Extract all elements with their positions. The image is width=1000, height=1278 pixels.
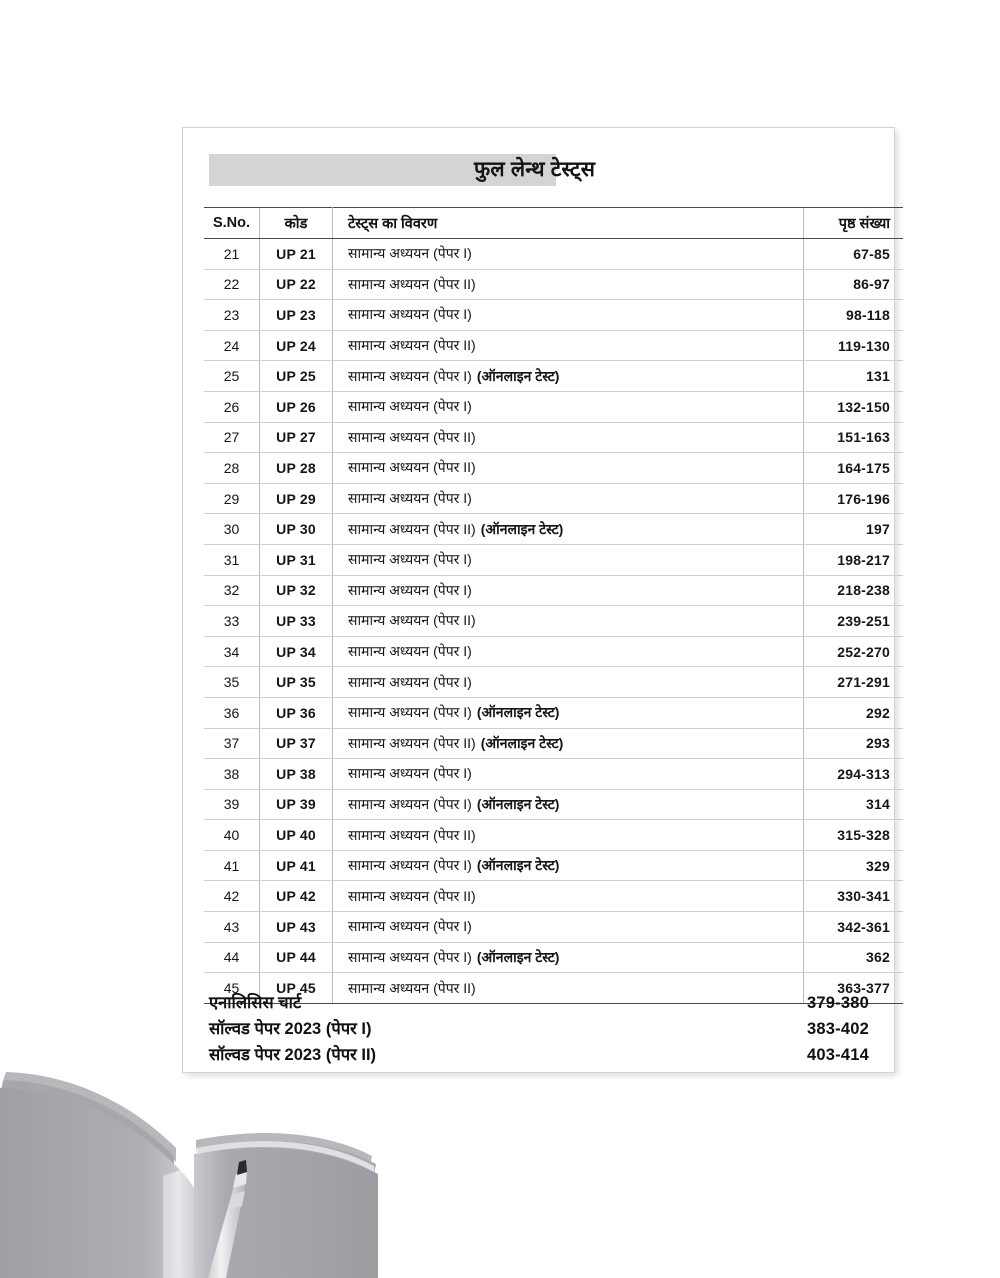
- description-text: सामान्य अध्ययन (पेपर I): [348, 857, 472, 874]
- table-row: [204, 422, 903, 453]
- column-header-page-number: पृष्ठ संख्या: [804, 208, 904, 239]
- footer-entry-page-number: 403-414: [807, 1046, 869, 1064]
- cell-code: UP 24: [260, 330, 333, 361]
- cell-page-number: 330-341: [804, 881, 904, 912]
- cell-sno: 44: [204, 942, 260, 973]
- description-text: सामान्य अध्ययन (पेपर I): [348, 795, 472, 812]
- table-row: [204, 942, 903, 973]
- description-text: सामान्य अध्ययन (पेपर II): [348, 275, 476, 292]
- cell-sno: 24: [204, 330, 260, 361]
- footer-entry-label: सॉल्वड पेपर 2023 (पेपर I): [209, 1020, 372, 1038]
- cell-page-number: 293: [804, 728, 904, 759]
- cell-description: [333, 881, 804, 912]
- cell-description: [333, 850, 804, 881]
- table-row: [204, 912, 903, 943]
- cell-description: [333, 483, 804, 514]
- column-header-description: टेस्ट्स का विवरण: [333, 208, 804, 239]
- description-text: सामान्य अध्ययन (पेपर I): [348, 673, 472, 690]
- cell-page-number: 119-130: [804, 330, 904, 361]
- cell-sno: 31: [204, 544, 260, 575]
- table-row: [204, 606, 903, 637]
- cell-description: [333, 942, 804, 973]
- cell-sno: 23: [204, 300, 260, 331]
- page-title-container: [209, 154, 869, 186]
- cell-description: [333, 514, 804, 545]
- cell-sno: 43: [204, 912, 260, 943]
- table-row: [204, 636, 903, 667]
- table-row: [204, 697, 903, 728]
- cell-description: [333, 636, 804, 667]
- column-header-code: कोड: [260, 208, 333, 239]
- cell-description: [333, 606, 804, 637]
- cell-sno: 26: [204, 391, 260, 422]
- table-row: [204, 789, 903, 820]
- description-text: सामान्य अध्ययन (पेपर I): [348, 367, 472, 384]
- cell-sno: 37: [204, 728, 260, 759]
- description-text: सामान्य अध्ययन (पेपर I): [348, 490, 472, 507]
- online-test-badge: (ऑनलाइन टेस्ट): [476, 704, 560, 721]
- online-test-badge: (ऑनलाइन टेस्ट): [476, 367, 560, 384]
- description-text: सामान्य अध्ययन (पेपर I): [348, 581, 472, 598]
- description-text: सामान्य अध्ययन (पेपर II): [348, 826, 476, 843]
- cell-page-number: 252-270: [804, 636, 904, 667]
- cell-sno: 36: [204, 697, 260, 728]
- cell-description: [333, 697, 804, 728]
- description-text: सामान्य अध्ययन (पेपर I): [348, 643, 472, 660]
- footer-entry-label: सॉल्वड पेपर 2023 (पेपर II): [209, 1046, 377, 1064]
- description-text: सामान्य अध्ययन (पेपर II): [348, 734, 476, 751]
- cell-code: UP 32: [260, 575, 333, 606]
- cell-sno: 41: [204, 850, 260, 881]
- cell-code: UP 29: [260, 483, 333, 514]
- table-row: [204, 850, 903, 881]
- cell-sno: 32: [204, 575, 260, 606]
- cell-sno: 29: [204, 483, 260, 514]
- cell-page-number: 342-361: [804, 912, 904, 943]
- table-row: [204, 544, 903, 575]
- footer-entry-page-number: 379-380: [807, 994, 869, 1012]
- cell-sno: 39: [204, 789, 260, 820]
- cell-page-number: 131: [804, 361, 904, 392]
- table-row: [204, 391, 903, 422]
- cell-code: UP 35: [260, 667, 333, 698]
- cell-description: [333, 789, 804, 820]
- cell-description: [333, 330, 804, 361]
- cell-description: [333, 759, 804, 790]
- cell-code: UP 38: [260, 759, 333, 790]
- cell-sno: 22: [204, 269, 260, 300]
- table-row: [204, 575, 903, 606]
- description-text: सामान्य अध्ययन (पेपर II): [348, 979, 476, 996]
- table-row: [204, 269, 903, 300]
- cell-page-number: 151-163: [804, 422, 904, 453]
- cell-code: UP 30: [260, 514, 333, 545]
- page-title: फुल लेन्थ टेस्ट्स: [474, 158, 596, 181]
- cell-code: UP 34: [260, 636, 333, 667]
- cell-description: [333, 575, 804, 606]
- cell-description: [333, 269, 804, 300]
- cell-code: UP 22: [260, 269, 333, 300]
- online-test-badge: (ऑनलाइन टेस्ट): [476, 857, 560, 874]
- open-book-with-pencil-icon: [0, 1058, 440, 1278]
- cell-page-number: 197: [804, 514, 904, 545]
- cell-page-number: 292: [804, 697, 904, 728]
- table-row: [204, 728, 903, 759]
- cell-description: [333, 728, 804, 759]
- cell-description: [333, 361, 804, 392]
- cell-code: UP 31: [260, 544, 333, 575]
- cell-code: UP 42: [260, 881, 333, 912]
- cell-code: UP 26: [260, 391, 333, 422]
- table-row: [204, 483, 903, 514]
- footer-entry-label: एनालिसिस चार्ट: [209, 994, 302, 1012]
- cell-code: UP 36: [260, 697, 333, 728]
- table-header-row: [204, 208, 903, 239]
- cell-code: UP 44: [260, 942, 333, 973]
- description-text: सामान्य अध्ययन (पेपर I): [348, 245, 472, 262]
- cell-sno: 42: [204, 881, 260, 912]
- table-row: [204, 300, 903, 331]
- cell-code: UP 39: [260, 789, 333, 820]
- table-row: [204, 239, 903, 270]
- cell-sno: 40: [204, 820, 260, 851]
- cell-description: [333, 453, 804, 484]
- cell-page-number: 314: [804, 789, 904, 820]
- table-row: [204, 759, 903, 790]
- description-text: सामान्य अध्ययन (पेपर II): [348, 520, 476, 537]
- cell-code: UP 37: [260, 728, 333, 759]
- cell-sno: 25: [204, 361, 260, 392]
- cell-code: UP 21: [260, 239, 333, 270]
- cell-code: UP 33: [260, 606, 333, 637]
- cell-page-number: 86-97: [804, 269, 904, 300]
- table-row: [204, 453, 903, 484]
- online-test-badge: (ऑनलाइन टेस्ट): [480, 734, 564, 751]
- cell-description: [333, 544, 804, 575]
- cell-page-number: 362: [804, 942, 904, 973]
- cell-code: UP 25: [260, 361, 333, 392]
- online-test-badge: (ऑनलाइन टेस्ट): [480, 520, 564, 537]
- cell-code: UP 40: [260, 820, 333, 851]
- cell-description: [333, 300, 804, 331]
- cell-page-number: 271-291: [804, 667, 904, 698]
- table-row: [204, 514, 903, 545]
- cell-page-number: 67-85: [804, 239, 904, 270]
- cell-page-number: 315-328: [804, 820, 904, 851]
- table-head: [204, 208, 903, 239]
- description-text: सामान्य अध्ययन (पेपर II): [348, 428, 476, 445]
- cell-code: UP 43: [260, 912, 333, 943]
- cell-code: UP 41: [260, 850, 333, 881]
- description-text: सामान्य अध्ययन (पेपर II): [348, 337, 476, 354]
- cell-sno: 28: [204, 453, 260, 484]
- cell-page-number: 98-118: [804, 300, 904, 331]
- footer-entry-page-number: 383-402: [807, 1020, 869, 1038]
- cell-description: [333, 239, 804, 270]
- cell-code: UP 45: [260, 973, 333, 1004]
- cell-description: [333, 422, 804, 453]
- cell-description: [333, 391, 804, 422]
- cell-description: [333, 667, 804, 698]
- table-row: [204, 361, 903, 392]
- table-row: [204, 330, 903, 361]
- description-text: सामान्य अध्ययन (पेपर I): [348, 704, 472, 721]
- table-row: [204, 881, 903, 912]
- cell-description: [333, 912, 804, 943]
- table-row: [204, 667, 903, 698]
- description-text: सामान्य अध्ययन (पेपर I): [348, 948, 472, 965]
- description-text: सामान्य अध्ययन (पेपर I): [348, 306, 472, 323]
- cell-page-number: 329: [804, 850, 904, 881]
- page-sheet: [182, 127, 895, 1073]
- cell-page-number: 198-217: [804, 544, 904, 575]
- cell-sno: 38: [204, 759, 260, 790]
- footer-entry: [209, 1016, 869, 1042]
- column-header-sno: S.No.: [204, 208, 260, 239]
- online-test-badge: (ऑनलाइन टेस्ट): [476, 795, 560, 812]
- table-body: [204, 239, 903, 1004]
- description-text: सामान्य अध्ययन (पेपर II): [348, 459, 476, 476]
- cell-code: UP 28: [260, 453, 333, 484]
- cell-sno: 33: [204, 606, 260, 637]
- description-text: सामान्य अध्ययन (पेपर I): [348, 918, 472, 935]
- cell-page-number: 218-238: [804, 575, 904, 606]
- description-text: सामान्य अध्ययन (पेपर I): [348, 551, 472, 568]
- description-text: सामान्य अध्ययन (पेपर II): [348, 612, 476, 629]
- cell-page-number: 164-175: [804, 453, 904, 484]
- online-test-badge: (ऑनलाइन टेस्ट): [476, 948, 560, 965]
- cell-page-number: 294-313: [804, 759, 904, 790]
- cell-description: [333, 820, 804, 851]
- cell-page-number: 363-377: [804, 973, 904, 1004]
- cell-code: UP 23: [260, 300, 333, 331]
- cell-sno: 30: [204, 514, 260, 545]
- description-text: सामान्य अध्ययन (पेपर I): [348, 765, 472, 782]
- tests-table: [204, 207, 903, 1004]
- cell-sno: 34: [204, 636, 260, 667]
- cell-sno: 45: [204, 973, 260, 1004]
- cell-sno: 35: [204, 667, 260, 698]
- footer-entries: [209, 990, 869, 1068]
- cell-sno: 27: [204, 422, 260, 453]
- cell-sno: 21: [204, 239, 260, 270]
- table-row: [204, 820, 903, 851]
- cell-code: UP 27: [260, 422, 333, 453]
- cell-page-number: 176-196: [804, 483, 904, 514]
- description-text: सामान्य अध्ययन (पेपर II): [348, 887, 476, 904]
- cell-page-number: 239-251: [804, 606, 904, 637]
- description-text: सामान्य अध्ययन (पेपर I): [348, 398, 472, 415]
- cell-page-number: 132-150: [804, 391, 904, 422]
- footer-entry: [209, 990, 869, 1016]
